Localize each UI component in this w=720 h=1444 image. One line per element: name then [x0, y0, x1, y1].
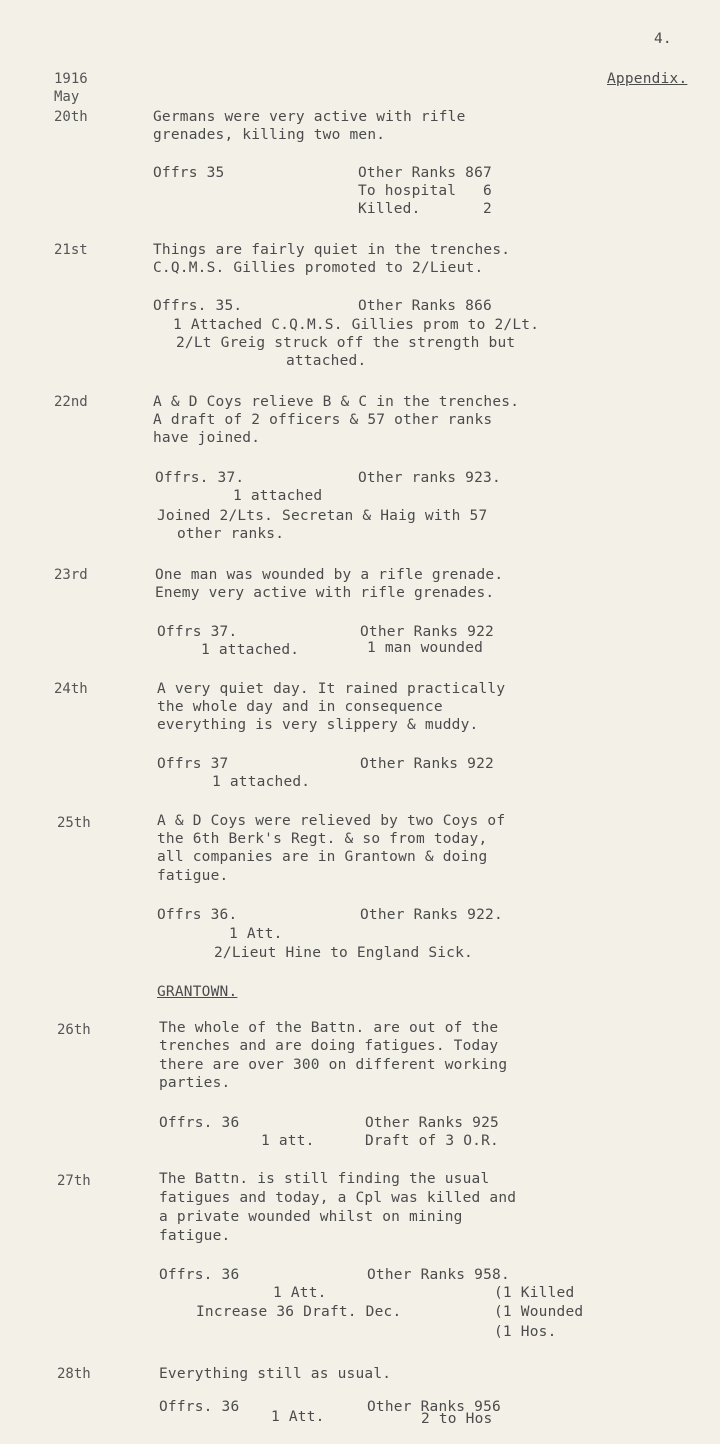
entry-note: 1 Att.	[229, 926, 283, 942]
entry-note: Increase 36 Draft. Dec.	[196, 1304, 402, 1320]
entry-note: 1 attached.	[212, 774, 311, 790]
entry-text: all companies are in Grantown & doing	[157, 849, 488, 865]
entry-text: fatigue.	[159, 1228, 231, 1244]
officers-count: Offrs. 35.	[153, 298, 243, 314]
entry-text: C.Q.M.S. Gillies promoted to 2/Lieut.	[153, 260, 484, 276]
entry-date: 21st	[54, 242, 88, 258]
officers-count: Offrs. 36	[159, 1115, 240, 1131]
entry-text: The whole of the Battn. are out of the	[159, 1020, 499, 1036]
entry-date: 22nd	[54, 394, 88, 410]
other-ranks: Other ranks 923.	[358, 470, 501, 486]
entry-note: 1 man wounded	[367, 640, 484, 656]
entry-note: 2/Lieut Hine to England Sick.	[214, 945, 473, 961]
officers-count: Offrs 36.	[157, 907, 238, 923]
entry-text: the whole day and in consequence	[157, 699, 443, 715]
entry-text: Enemy very active with rifle grenades.	[155, 585, 495, 601]
entry-note: 2/Lt Greig struck off the strength but	[176, 335, 516, 351]
hospital-note: (1 Hos.	[494, 1324, 557, 1340]
other-ranks: Other Ranks 958.	[367, 1267, 510, 1283]
page-number: 4.	[654, 31, 672, 47]
entry-note: 1 Attached C.Q.M.S. Gillies prom to 2/Lt.	[173, 317, 540, 333]
entry-text: The Battn. is still finding the usual	[159, 1171, 490, 1187]
entry-text: A & D Coys were relieved by two Coys of	[157, 813, 506, 829]
entry-date: 28th	[57, 1366, 91, 1382]
entry-note: 1 Att.	[271, 1409, 325, 1425]
other-ranks: Other Ranks 922	[360, 624, 494, 640]
entry-text: A draft of 2 officers & 57 other ranks	[153, 412, 493, 428]
appendix-label: Appendix.	[607, 71, 688, 87]
entry-date: 23rd	[54, 567, 88, 583]
other-ranks: Other Ranks 867	[358, 165, 492, 181]
other-ranks: Other Ranks 925	[365, 1115, 499, 1131]
officers-count: Offrs 35	[153, 165, 225, 181]
entry-text: Germans were very active with rifle	[153, 109, 466, 125]
entry-note: 1 attached	[233, 488, 323, 504]
other-ranks: Other Ranks 956	[367, 1399, 501, 1415]
wounded-note: (1 Wounded	[494, 1304, 584, 1320]
officers-count: Offrs. 37.	[155, 470, 245, 486]
entry-date: 26th	[57, 1022, 91, 1038]
officers-count: Offrs. 36	[159, 1399, 240, 1415]
entry-note: 1 att.	[261, 1133, 315, 1149]
entry-date: 24th	[54, 681, 88, 697]
entry-text: fatigues and today, a Cpl was killed and	[159, 1190, 517, 1206]
entry-date: 20th	[54, 109, 88, 125]
entry-text: fatigue.	[157, 868, 229, 884]
killed-note: (1 Killed	[494, 1285, 575, 1301]
entry-text: parties.	[159, 1075, 231, 1091]
entry-date: 27th	[57, 1173, 91, 1189]
entry-note: 2 to Hos	[421, 1411, 493, 1427]
killed-count: Killed. 2	[358, 201, 492, 217]
entry-text: A very quiet day. It rained practically	[157, 681, 506, 697]
entry-text: Everything still as usual.	[159, 1366, 392, 1382]
entry-text: everything is very slippery & muddy.	[157, 717, 479, 733]
year: 1916	[54, 71, 88, 87]
entry-text: a private wounded whilst on mining	[159, 1209, 463, 1225]
entry-text: A & D Coys relieve B & C in the trenches.	[153, 394, 520, 410]
entry-text: have joined.	[153, 430, 261, 446]
entry-note: attached.	[286, 353, 367, 369]
section-heading: GRANTOWN.	[157, 984, 238, 1000]
other-ranks: Other Ranks 922	[360, 756, 494, 772]
month: May	[54, 89, 80, 105]
entry-note: 1 attached.	[201, 642, 300, 658]
hospital-count: To hospital 6	[358, 183, 492, 199]
entry-note: Joined 2/Lts. Secretan & Haig with 57	[157, 508, 488, 524]
entry-date: 25th	[57, 815, 91, 831]
entry-text: grenades, killing two men.	[153, 127, 386, 143]
entry-note: Draft of 3 O.R.	[365, 1133, 499, 1149]
entry-text: One man was wounded by a rifle grenade.	[155, 567, 504, 583]
other-ranks: Other Ranks 866	[358, 298, 492, 314]
officers-count: Offrs 37	[157, 756, 229, 772]
other-ranks: Other Ranks 922.	[360, 907, 503, 923]
officers-count: Offrs. 36	[159, 1267, 240, 1283]
entry-note: other ranks.	[177, 526, 285, 542]
entry-text: there are over 300 on different working	[159, 1057, 508, 1073]
entry-text: Things are fairly quiet in the trenches.	[153, 242, 511, 258]
officers-count: Offrs 37.	[157, 624, 238, 640]
entry-text: the 6th Berk's Regt. & so from today,	[157, 831, 488, 847]
entry-text: trenches and are doing fatigues. Today	[159, 1038, 499, 1054]
entry-note: 1 Att.	[273, 1285, 327, 1301]
